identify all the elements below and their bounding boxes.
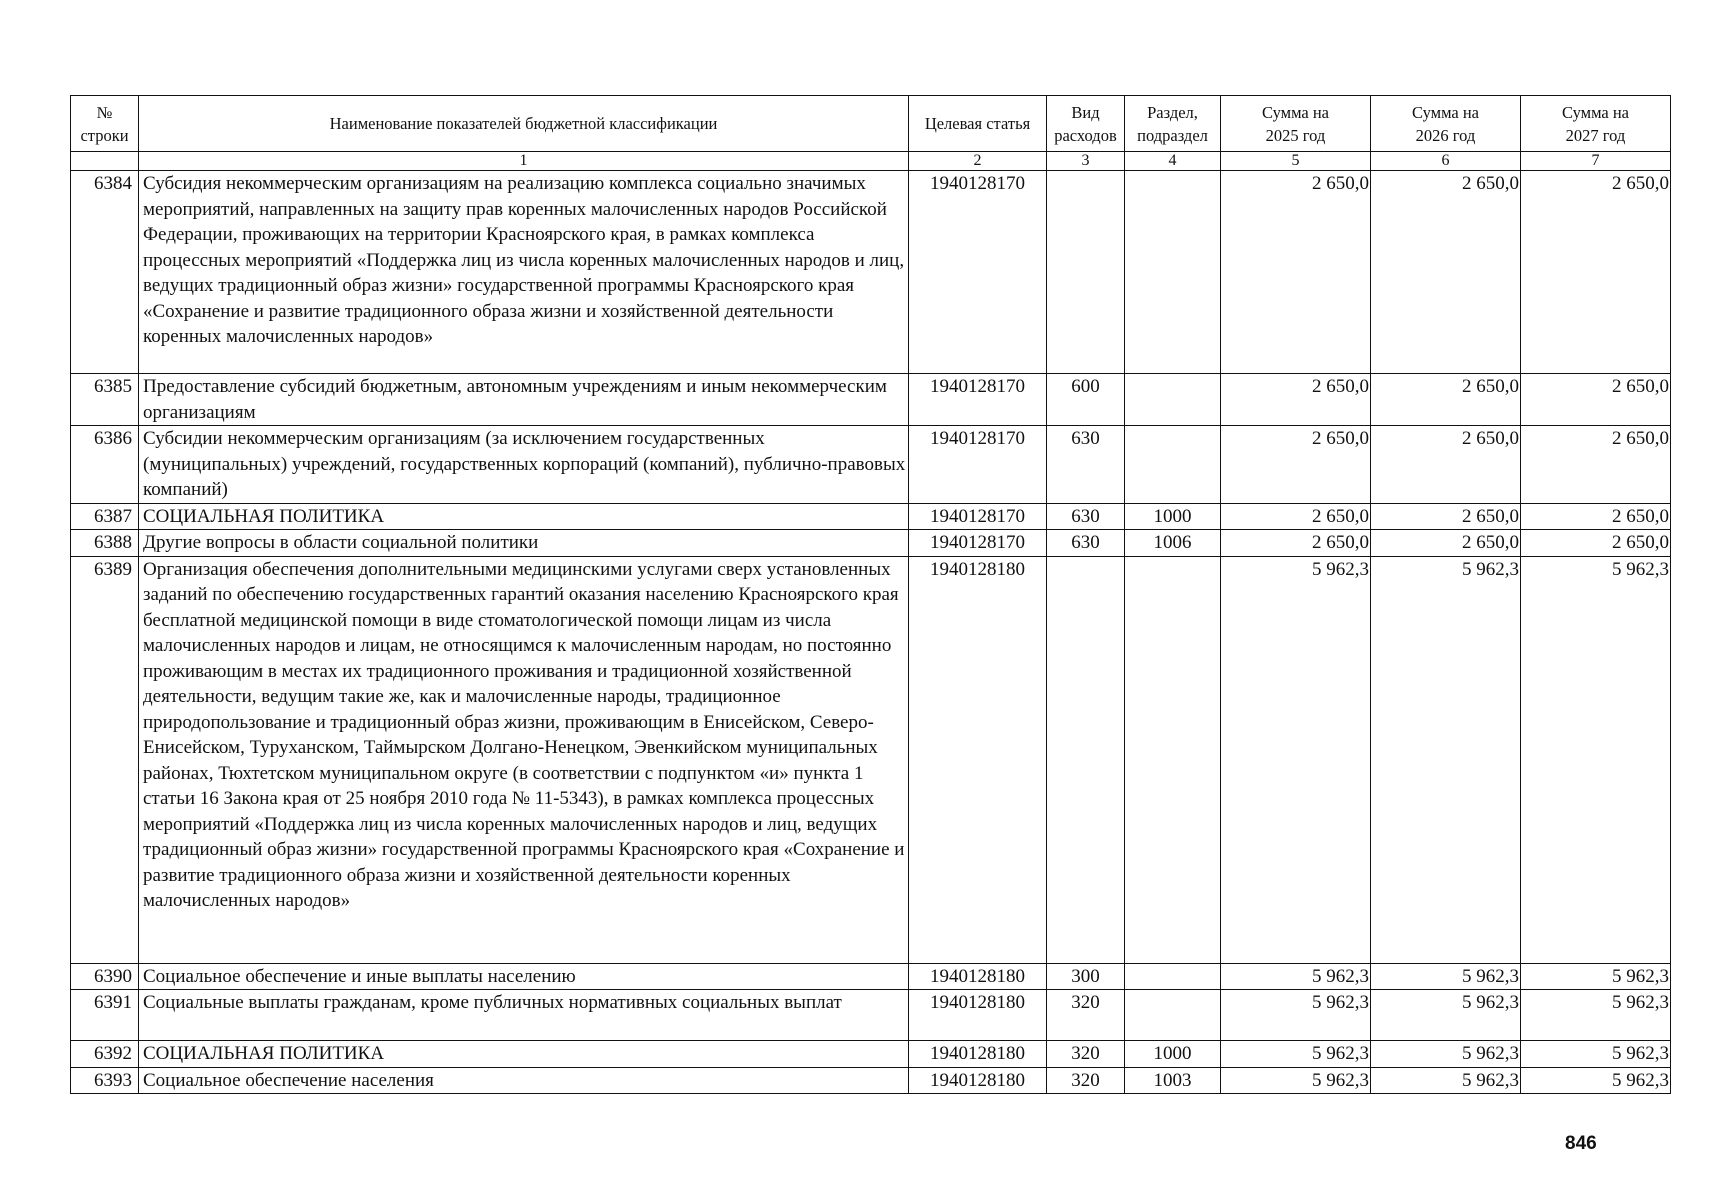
row-sum-2025: 5 962,3	[1221, 1067, 1371, 1094]
table-row	[71, 1041, 1671, 1068]
column-number: 5	[1221, 152, 1371, 171]
row-number: 6388	[71, 530, 139, 557]
row-sum-2026: 5 962,3	[1371, 963, 1521, 990]
row-sum-2027: 5 962,3	[1521, 1067, 1671, 1094]
column-number	[71, 152, 139, 171]
row-number: 6391	[71, 990, 139, 1041]
row-sum-2026: 5 962,3	[1371, 556, 1521, 963]
row-kind: 320	[1047, 990, 1125, 1041]
row-sum-2026: 5 962,3	[1371, 1041, 1521, 1068]
row-target: 1940128170	[909, 503, 1047, 530]
row-sum-2026: 5 962,3	[1371, 990, 1521, 1041]
table-row	[71, 426, 1671, 504]
row-sum-2027: 2 650,0	[1521, 374, 1671, 426]
table-row	[71, 963, 1671, 990]
row-kind	[1047, 556, 1125, 963]
column-number: 3	[1047, 152, 1125, 171]
table-row	[71, 990, 1671, 1041]
column-number: 6	[1371, 152, 1521, 171]
row-sum-2026: 5 962,3	[1371, 1067, 1521, 1094]
header-sum-2025: Сумма на 2025 год	[1221, 96, 1371, 152]
row-target: 1940128170	[909, 171, 1047, 374]
row-sum-2026: 2 650,0	[1371, 426, 1521, 504]
row-section: 1006	[1125, 530, 1221, 557]
row-kind: 600	[1047, 374, 1125, 426]
header-sum-2027: Сумма на 2027 год	[1521, 96, 1671, 152]
header-section: Раздел, подраздел	[1125, 96, 1221, 152]
row-sum-2025: 5 962,3	[1221, 990, 1371, 1041]
row-section: 1000	[1125, 1041, 1221, 1068]
row-name: Социальное обеспечение населения	[139, 1067, 909, 1094]
row-sum-2027: 2 650,0	[1521, 426, 1671, 504]
row-kind: 320	[1047, 1067, 1125, 1094]
row-sum-2026: 2 650,0	[1371, 374, 1521, 426]
row-kind: 300	[1047, 963, 1125, 990]
row-number: 6392	[71, 1041, 139, 1068]
table-row	[71, 556, 1671, 963]
row-sum-2027: 5 962,3	[1521, 1041, 1671, 1068]
row-target: 1940128180	[909, 556, 1047, 963]
row-target: 1940128180	[909, 1041, 1047, 1068]
row-sum-2025: 2 650,0	[1221, 171, 1371, 374]
table-row	[71, 1067, 1671, 1094]
row-number: 6390	[71, 963, 139, 990]
row-name: СОЦИАЛЬНАЯ ПОЛИТИКА	[139, 503, 909, 530]
row-section	[1125, 963, 1221, 990]
table-row	[71, 374, 1671, 426]
column-number-row	[71, 152, 1671, 171]
row-name: СОЦИАЛЬНАЯ ПОЛИТИКА	[139, 1041, 909, 1068]
row-sum-2027: 5 962,3	[1521, 556, 1671, 963]
row-section: 1003	[1125, 1067, 1221, 1094]
row-target: 1940128170	[909, 374, 1047, 426]
column-number: 2	[909, 152, 1047, 171]
row-kind: 320	[1047, 1041, 1125, 1068]
row-name: Другие вопросы в области социальной политики	[139, 530, 909, 557]
row-sum-2027: 2 650,0	[1521, 171, 1671, 374]
row-target: 1940128170	[909, 530, 1047, 557]
row-sum-2025: 2 650,0	[1221, 530, 1371, 557]
row-section	[1125, 990, 1221, 1041]
row-name: Социальные выплаты гражданам, кроме публичных нормативных социальных выплат	[139, 990, 909, 1041]
row-section	[1125, 426, 1221, 504]
row-section	[1125, 374, 1221, 426]
row-name: Субсидия некоммерческим организациям на реализацию комплекса социально значимых мероприятий, направленных на защиту прав коренных малочисленных народов Российской Федерации, проживающих на территории Красноярского края, в рамках комплекса процессных мероприятий «Поддержка лиц из числа коренных малочисленных народов и лиц, ведущих традиционный образ жизни» государственной программы Красноярского края «Сохранение и развитие традиционного образа жизни и хозяйственной деятельности коренных малочисленных народов»	[139, 171, 909, 374]
row-sum-2025: 2 650,0	[1221, 503, 1371, 530]
header-target: Целевая статья	[909, 96, 1047, 152]
row-sum-2026: 2 650,0	[1371, 503, 1521, 530]
row-number: 6393	[71, 1067, 139, 1094]
row-target: 1940128180	[909, 990, 1047, 1041]
row-sum-2025: 2 650,0	[1221, 374, 1371, 426]
table-row	[71, 171, 1671, 374]
header-row	[71, 96, 1671, 152]
row-section: 1000	[1125, 503, 1221, 530]
row-sum-2027: 5 962,3	[1521, 963, 1671, 990]
page-number: 846	[1565, 1133, 1597, 1154]
row-sum-2027: 2 650,0	[1521, 503, 1671, 530]
column-number: 4	[1125, 152, 1221, 171]
row-number: 6385	[71, 374, 139, 426]
header-kind: Вид расходов	[1047, 96, 1125, 152]
header-sum-2026: Сумма на 2026 год	[1371, 96, 1521, 152]
row-section	[1125, 556, 1221, 963]
row-target: 1940128170	[909, 426, 1047, 504]
row-sum-2025: 5 962,3	[1221, 556, 1371, 963]
table-row	[71, 503, 1671, 530]
row-sum-2027: 5 962,3	[1521, 990, 1671, 1041]
row-number: 6386	[71, 426, 139, 504]
row-kind	[1047, 171, 1125, 374]
row-sum-2026: 2 650,0	[1371, 530, 1521, 557]
row-name: Социальное обеспечение и иные выплаты населению	[139, 963, 909, 990]
row-number: 6387	[71, 503, 139, 530]
budget-table	[70, 95, 1671, 1094]
column-number: 7	[1521, 152, 1671, 171]
row-sum-2025: 2 650,0	[1221, 426, 1371, 504]
row-sum-2027: 2 650,0	[1521, 530, 1671, 557]
row-sum-2025: 5 962,3	[1221, 963, 1371, 990]
row-number: 6384	[71, 171, 139, 374]
row-sum-2025: 5 962,3	[1221, 1041, 1371, 1068]
row-target: 1940128180	[909, 963, 1047, 990]
row-kind: 630	[1047, 426, 1125, 504]
table-row	[71, 530, 1671, 557]
row-name: Субсидии некоммерческим организациям (за исключением государственных (муниципальных) учреждений, государственных корпораций (компаний), публично-правовых компаний)	[139, 426, 909, 504]
column-number: 1	[139, 152, 909, 171]
row-name: Организация обеспечения дополнительными медицинскими услугами сверх установленных заданий по обеспечению государственных гарантий оказания населению Красноярского края бесплатной медицинской помощи в виде стоматологической помощи лицам из числа малочисленных народов и лицам, не относящимся к малочисленным народам, но постоянно проживающим в местах их традиционного проживания и традиционной хозяйственной деятельности, ведущим такие же, как и малочисленные народы, традиционное природопользование и традиционный образ жизни, проживающим в Енисейском, Северо-Енисейском, Туруханском, Таймырском Долгано-Ненецком, Эвенкийском муниципальных районах, Тюхтетском муниципальном округе (в соответствии с подпунктом «и» пункта 1 статьи 16 Закона края от 25 ноября 2010 года № 11-5343), в рамках комплекса процессных мероприятий «Поддержка лиц из числа коренных малочисленных народов и лиц, ведущих традиционный образ жизни» государственной программы Красноярского края «Сохранение и развитие традиционного образа жизни и хозяйственной деятельности коренных малочисленных народов»	[139, 556, 909, 963]
row-sum-2026: 2 650,0	[1371, 171, 1521, 374]
header-name: Наименование показателей бюджетной классификации	[139, 96, 909, 152]
row-kind: 630	[1047, 530, 1125, 557]
row-name: Предоставление субсидий бюджетным, автономным учреждениям и иным некоммерческим организациям	[139, 374, 909, 426]
row-section	[1125, 171, 1221, 374]
row-kind: 630	[1047, 503, 1125, 530]
row-number: 6389	[71, 556, 139, 963]
row-target: 1940128180	[909, 1067, 1047, 1094]
header-row-number: № строки	[71, 96, 139, 152]
